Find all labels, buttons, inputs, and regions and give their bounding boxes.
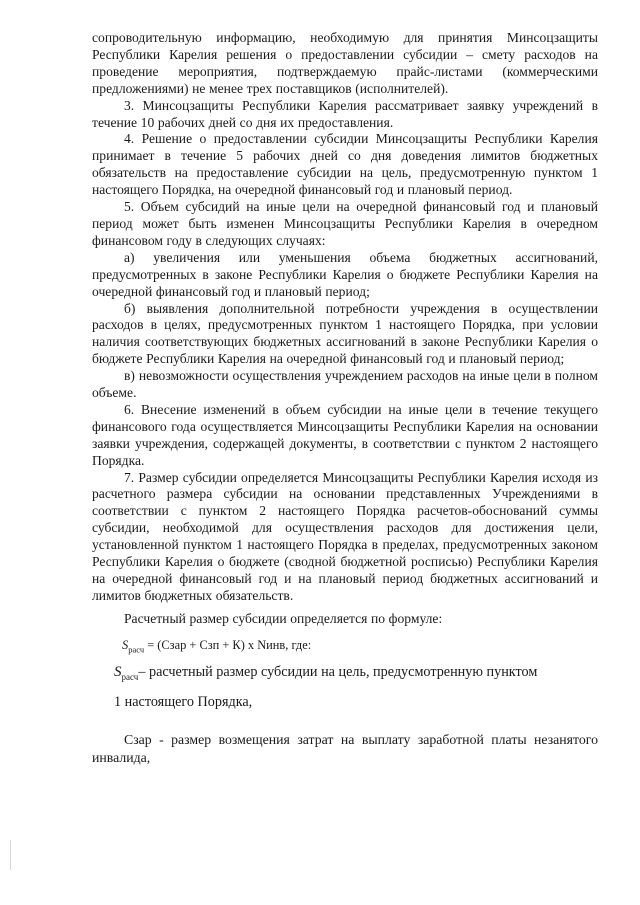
paragraph-3: 3. Минсоцзащиты Республики Карелия рассматривает заявку учреждений в течение 10 рабочих дней со дня их предоставления. [92, 97, 598, 130]
paragraph-5b: б) выявления дополнительной потребности учреждения в осуществлении расходов в целях, предусмотренных пунктом 1 настоящего Порядка, при условии наличия соответствующих бюджетных ассигнований в законе Республики Карелия о бюджете Республики Карелия на очередной финансовый год и плановый период; [92, 300, 598, 367]
paragraph-5a: а) увеличения или уменьшения объема бюджетных ассигнований, предусмотренных в законе Республики Карелия о бюджете Республики Карелия на очередной финансовый год и плановый период; [92, 249, 598, 299]
definition-continuation: 1 настоящего Порядка, [114, 693, 253, 710]
formula-subscript: расч [128, 644, 145, 655]
paragraph-6: 6. Внесение изменений в объем субсидии на иные цели в течение текущего финансового года осуществляется Минсоцзащиты Республики Карелия на основании заявки учреждения, содержащей документы, в соответствии с пунктом 2 настоящего Порядка. [92, 401, 598, 468]
definition-subscript: расч [121, 672, 139, 683]
definition-czar: Сзар - размер возмещения затрат на выплату заработной платы незанятого инвалида, [92, 732, 598, 765]
scan-margin-mark [10, 840, 11, 870]
formula-intro: Расчетный размер субсидии определяется по формуле: [124, 610, 443, 626]
formula-expression: = (Сзар + Сзп + К) x Nинв, где: [144, 637, 312, 652]
paragraph-7: 7. Размер субсидии определяется Минсоцзащиты Республики Карелия исходя из расчетного размера субсидии на основании представленных Учреждениями в соответствии с пунктом 2 настоящего Порядка расчетов-обоснований суммы субсидии, необходимой для осуществления расходов для достижения цели, установленной пунктом 1 настоящего Порядка в пределах, предусмотренных законом Республики Карелия о бюджете (сводной бюджетной росписью) Республики Карелия на очередной финансовый год и на плановый период бюджетных ассигнований и лимитов бюджетных обязательств. [92, 469, 598, 603]
definition-text: – расчетный размер субсидии на цель, предусмотренную пунктом [138, 664, 538, 681]
paragraph-5: 5. Объем субсидий на иные цели на очередной финансовый год и плановый период может быть изменен Минсоцзащиты Республики Карелия в очередном финансовом году в следующих случаях: [92, 199, 598, 248]
formula [92, 637, 598, 657]
formula-symbol: S [122, 637, 129, 652]
document-page [92, 30, 598, 767]
definition-symbol: S [114, 664, 122, 681]
paragraph-supporting-info: сопроводительную информацию, необходимую для принятия Минсоцзащиты Республики Карелия решения о предоставлении субсидии – смету расходов на проведение мероприятия, подтверждаемую прайс-листами (коммерческими предложениями) не менее трех поставщиков (исполнителей). [92, 30, 598, 96]
definition-s-rasch [92, 664, 598, 686]
paragraph-4: 4. Решение о предоставлении субсидии Минсоцзащиты Республики Карелия принимает в течение 5 рабочих дней со дня доведения лимитов бюджетных обязательств на предоставление субсидии на цель, предусмотренную пунктом 1 настоящего Порядка, на очередной финансовый год и плановый период. [92, 131, 598, 198]
paragraph-5c: в) невозможности осуществления учреждением расходов на иные цели в полном объеме. [92, 368, 598, 401]
